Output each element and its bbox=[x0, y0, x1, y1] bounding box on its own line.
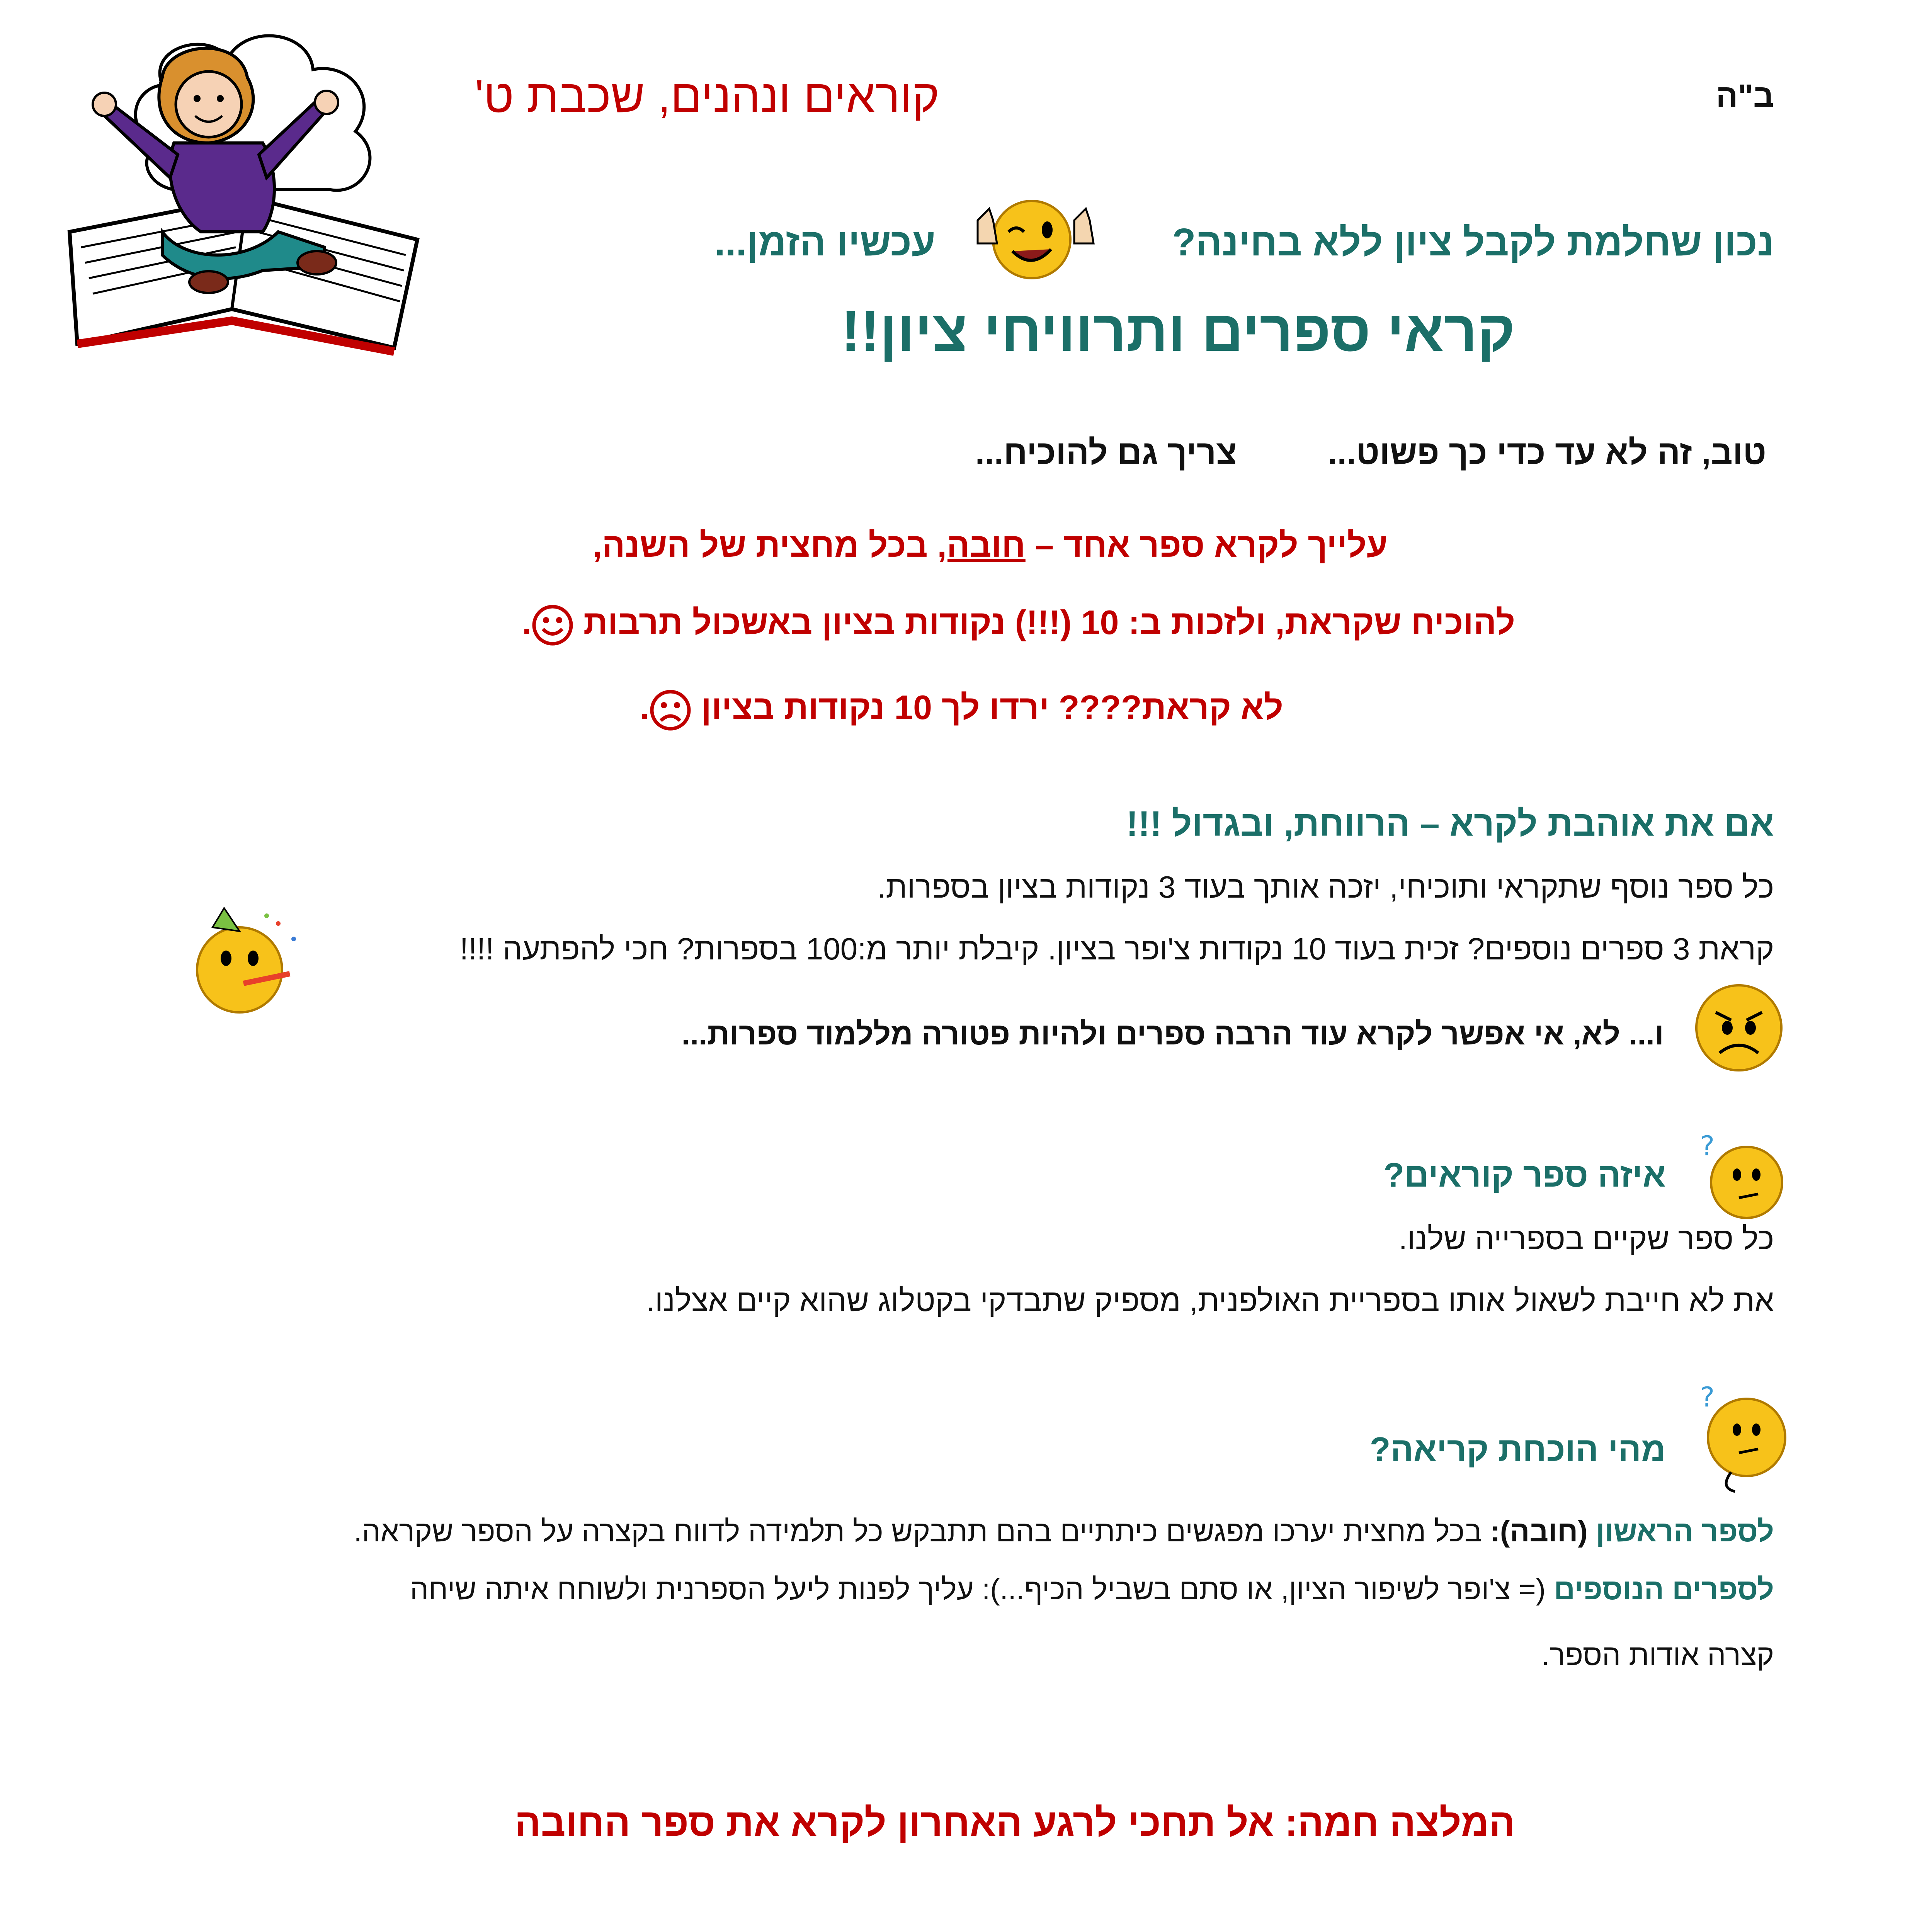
svg-text:?: ? bbox=[1700, 1130, 1715, 1162]
prove-line-a: טוב, זה לא עד כדי כך פשוט... bbox=[1328, 433, 1766, 471]
love-paragraph-3: ו... לא, אי אפשר לקרא עוד הרבה ספרים ולהיות פטורה מללמוד ספרות... bbox=[681, 1017, 1664, 1051]
which-paragraph-1: כל ספר שקיים בספרייה שלנו. bbox=[1398, 1221, 1774, 1256]
proof-extra-line bbox=[410, 1573, 1774, 1606]
worried-smiley-icon bbox=[1692, 981, 1785, 1074]
first-book-label: לספר הראשון bbox=[1596, 1515, 1774, 1548]
love-paragraph-1: כל ספר נוסף שתקראי ותוכיחי, יזכה אותך בעוד 3 נקודות בציון בספרות. bbox=[877, 870, 1774, 904]
svg-text:?: ? bbox=[1700, 1381, 1715, 1413]
required-line-1-pre: עלייך לקרא ספר אחד – bbox=[1025, 526, 1388, 564]
party-smiley-icon bbox=[162, 900, 317, 1024]
extra-books-label: לספרים הנוספים bbox=[1554, 1573, 1774, 1606]
smiley-face-icon bbox=[531, 604, 574, 646]
intro-now: עכשיו הזמן... bbox=[714, 221, 936, 264]
proof-first-line bbox=[354, 1515, 1774, 1548]
bh-mark: ב"ה bbox=[1716, 78, 1774, 114]
proof-extra-line-2: קצרה אודות הספר. bbox=[1541, 1639, 1774, 1672]
required-line-2 bbox=[522, 603, 1515, 646]
required-line-2-text: להוכיח שקראת, ולזכות ב: 10 (!!!) נקודות בציון באשכול תרבות bbox=[583, 603, 1515, 641]
thinking-smiley-icon bbox=[1696, 1132, 1785, 1225]
love-heading: אם את אוהבת לקרא – הרווחת, ובגדול !!! bbox=[1126, 804, 1774, 844]
required-line-3 bbox=[640, 688, 1283, 731]
thinking-smiley-icon bbox=[1696, 1383, 1785, 1499]
page-title: קוראים ונהנים, שכבת ט' bbox=[475, 70, 939, 122]
extra-books-text: (= צ'ופר לשיפור הציון, או סתם בשביל הכיף...): עליך לפנות ליעל הספרנית ולשוחח איתה שיחה bbox=[410, 1573, 1546, 1606]
mandatory-word: חובה, bbox=[937, 526, 1026, 564]
which-heading: איזה ספר קוראים? bbox=[1383, 1156, 1666, 1194]
required-line-3-text: לא קראת???? ירדו לך 10 נקודות בציון bbox=[701, 688, 1283, 726]
prove-line-b: צריך גם להוכיח... bbox=[975, 433, 1237, 471]
winking-thumbs-up-smiley-icon bbox=[962, 185, 1101, 286]
love-paragraph-2: קראת 3 ספרים נוספים? זכית בעוד 10 נקודות צ'ופר בציון. קיבלת יותר מ:100 בספרות? חכי להפתעה !!!! bbox=[459, 932, 1774, 966]
sad-face-icon bbox=[649, 689, 692, 731]
which-paragraph-2: את לא חייבת לשאול אותו בספריית האולפנית, מספיק שתבדקי בקטלוג שהוא קיים אצלנו. bbox=[646, 1283, 1774, 1318]
first-book-text: בכל מחצית יערכו מפגשים כיתתיים בהם תתבקש כל תלמידה לדווח בקצרה על הספר שקראה. bbox=[354, 1515, 1482, 1548]
intro-headline: קראי ספרים ותרוויחי ציון!! bbox=[841, 298, 1515, 363]
required-line-2-end: . bbox=[522, 603, 532, 641]
required-line-3-end: . bbox=[640, 688, 650, 726]
intro-question: נכון שחלמת לקבל ציון ללא בחינה? bbox=[1172, 221, 1774, 264]
recommendation-tip: המלצה חמה: אל תחכי לרגע האחרון לקרא את ספר החובה bbox=[515, 1801, 1515, 1844]
required-line-1 bbox=[593, 526, 1388, 565]
proof-heading: מהי הוכחת קריאה? bbox=[1369, 1430, 1666, 1468]
reading-girl-icon bbox=[46, 15, 425, 363]
first-book-tag: (חובה): bbox=[1490, 1515, 1588, 1548]
required-line-1-post: בכל מחצית של השנה, bbox=[592, 526, 937, 564]
